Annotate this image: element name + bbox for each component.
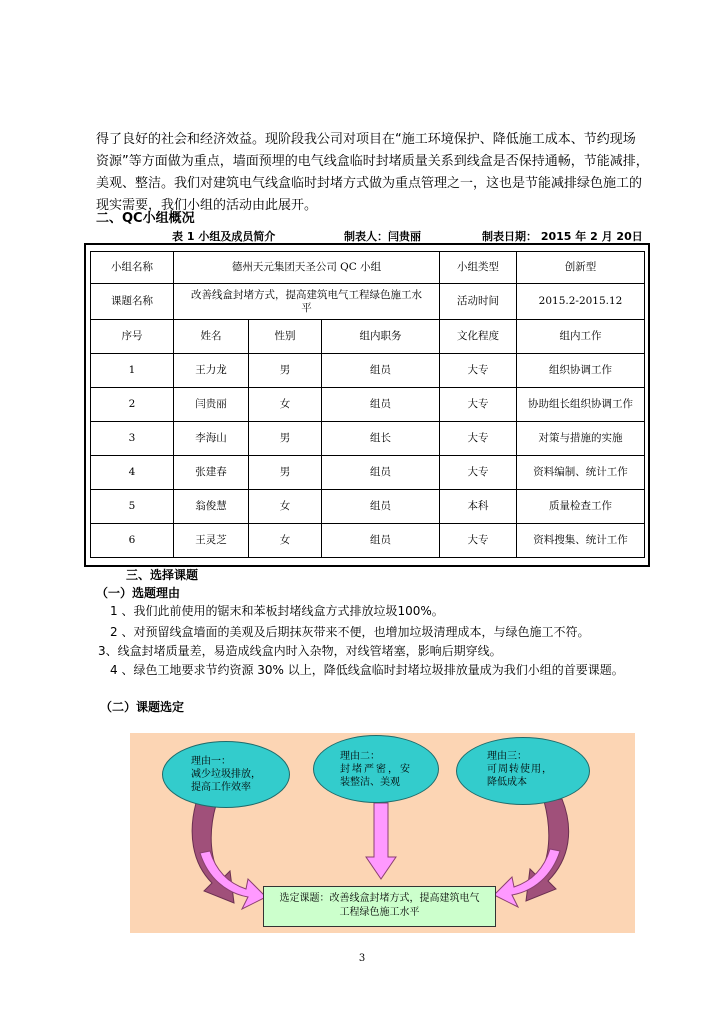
- bubble-text: 装整洁、美观: [340, 777, 400, 788]
- table-header: 组内工作: [517, 320, 645, 354]
- table-caption-maker: 制表人：闫贵丽: [344, 230, 421, 243]
- reason-bubble-1: [162, 741, 290, 808]
- members-table-frame: [84, 243, 650, 567]
- table-header: 文化程度: [440, 320, 517, 354]
- table-cell: 组员: [322, 490, 440, 524]
- table-cell: 男: [249, 354, 322, 388]
- reason-item: 2 、对预留线盒墙面的美观及后期抹灰带来不便，也增加垃圾清理成本，与绿色施工不符。: [110, 625, 590, 639]
- table-cell: 2015.2-2015.12: [517, 284, 645, 320]
- table-cell: 4: [91, 456, 174, 490]
- bubble-text: 理由二：: [340, 751, 380, 762]
- table-cell: 组员: [322, 524, 440, 558]
- intro-line: 现实需要，我们小组的活动由此展开。: [96, 198, 318, 213]
- table-cell: 大专: [440, 422, 517, 456]
- table-row: [91, 388, 645, 422]
- intro-line: 美观、整洁。我们对建筑电气线盒临时封堵方式做为重点管理之一，这也是节能减排绿色施工的: [96, 176, 643, 191]
- table-row: [91, 456, 645, 490]
- table-cell: 本科: [440, 490, 517, 524]
- bubble-text: 降低成本: [487, 777, 527, 788]
- table-cell: 男: [249, 422, 322, 456]
- table-caption-date: 制表日期： 2015 年 2 月 20日: [482, 230, 643, 243]
- table-cell: 3: [91, 422, 174, 456]
- bubble-text: 封堵严密，安: [340, 764, 412, 775]
- table-cell: 大专: [440, 354, 517, 388]
- reason-bubble-2: [313, 735, 439, 803]
- table-cell: 组员: [322, 388, 440, 422]
- table-row: [91, 422, 645, 456]
- table-cell: 组长: [322, 422, 440, 456]
- table-cell: 质量检查工作: [517, 490, 645, 524]
- table-cell: 5: [91, 490, 174, 524]
- table-cell: 大专: [440, 388, 517, 422]
- table-cell: 德州天元集团天圣公司 QC 小组: [174, 252, 440, 284]
- reason-item: 4 、绿色工地要求节约资源 30% 以上，降低线盒临时封堵垃圾排放量成为我们小组的首要课题。: [110, 663, 624, 677]
- reason-item: 3、线盒封堵质量差，易造成线盒内时入杂物，对线管堵塞，影响后期穿线。: [98, 644, 502, 658]
- table-cell: 课题名称: [91, 284, 174, 320]
- table-cell: 组织协调工作: [517, 354, 645, 388]
- table-header: 姓名: [174, 320, 249, 354]
- table-cell: 改善线盒封堵方式，提高建筑电气工程绿色施工水平: [174, 284, 440, 320]
- bubble-text: 理由一：: [191, 756, 231, 767]
- table-cell: 闫贵丽: [174, 388, 249, 422]
- sub1-heading: （一）选题理由: [96, 586, 181, 600]
- table-cell: 组员: [322, 456, 440, 490]
- table-cell: 张建春: [174, 456, 249, 490]
- table-cell: 女: [249, 524, 322, 558]
- table-cell: 女: [249, 388, 322, 422]
- table-row: [91, 284, 645, 320]
- table-caption-label: 表 1 小组及成员简介: [172, 230, 276, 243]
- table-cell: 对策与措施的实施: [517, 422, 645, 456]
- center-down-arrow: [366, 803, 396, 879]
- bubble-text: 理由三：: [487, 751, 527, 762]
- topic-text: 选定课题：改善线盒封堵方式，提高建筑电气: [279, 893, 480, 904]
- table-cell: 资料编制、统计工作: [517, 456, 645, 490]
- section3-heading: 三、选择课题: [126, 568, 199, 582]
- table-row: [91, 490, 645, 524]
- table-row: [91, 252, 645, 284]
- table-cell: 小组类型: [440, 252, 517, 284]
- table-cell: 1: [91, 354, 174, 388]
- intro-paragraph: [96, 129, 649, 217]
- topic-text: 工程绿色施工水平: [339, 907, 420, 918]
- table-cell: 活动时间: [440, 284, 517, 320]
- table-cell: 小组名称: [91, 252, 174, 284]
- section2-heading: 二、QC小组概况: [96, 211, 195, 226]
- table-cell: 女: [249, 490, 322, 524]
- table-header: 性别: [249, 320, 322, 354]
- table-cell: 翁俊慧: [174, 490, 249, 524]
- bubble-text: 提高工作效率: [191, 782, 251, 793]
- table-cell: 男: [249, 456, 322, 490]
- table-cell: 大专: [440, 524, 517, 558]
- sub2-heading: （二）课题选定: [100, 700, 185, 714]
- table-row: [91, 524, 645, 558]
- intro-line: 得了良好的社会和经济效益。现阶段我公司对项目在“施工环境保护、降低施工成本、节约现场: [96, 132, 636, 147]
- topic-selection-diagram: [130, 733, 635, 933]
- table-cell: 王灵芝: [174, 524, 249, 558]
- table-cell: 大专: [440, 456, 517, 490]
- intro-line: 资源”等方面做为重点，墙面预埋的电气线盒临时封堵质量关系到线盒是否保持通畅，节能减排，: [96, 154, 649, 169]
- table-row: [91, 354, 645, 388]
- page-number: 3: [358, 953, 366, 964]
- selected-topic-box: [263, 886, 496, 927]
- table-header-row: [91, 320, 645, 354]
- table-cell: 2: [91, 388, 174, 422]
- table-header: 序号: [91, 320, 174, 354]
- table-cell: 创新型: [517, 252, 645, 284]
- table-header: 组内职务: [322, 320, 440, 354]
- bubble-text: 减少垃圾排放，: [191, 769, 261, 780]
- table-cell: 6: [91, 524, 174, 558]
- reason-item: 1 、我们此前使用的锯末和苯板封堵线盒方式排放垃圾100%。: [110, 604, 444, 618]
- table-cell: 李海山: [174, 422, 249, 456]
- table-cell: 协助组长组织协调工作: [517, 388, 645, 422]
- members-table: [90, 251, 645, 558]
- reason-bubble-3: [456, 737, 590, 805]
- bubble-text: 可周转使用，: [487, 764, 553, 775]
- table-cell: 王力龙: [174, 354, 249, 388]
- table-cell: 资料搜集、统计工作: [517, 524, 645, 558]
- table-cell: 组员: [322, 354, 440, 388]
